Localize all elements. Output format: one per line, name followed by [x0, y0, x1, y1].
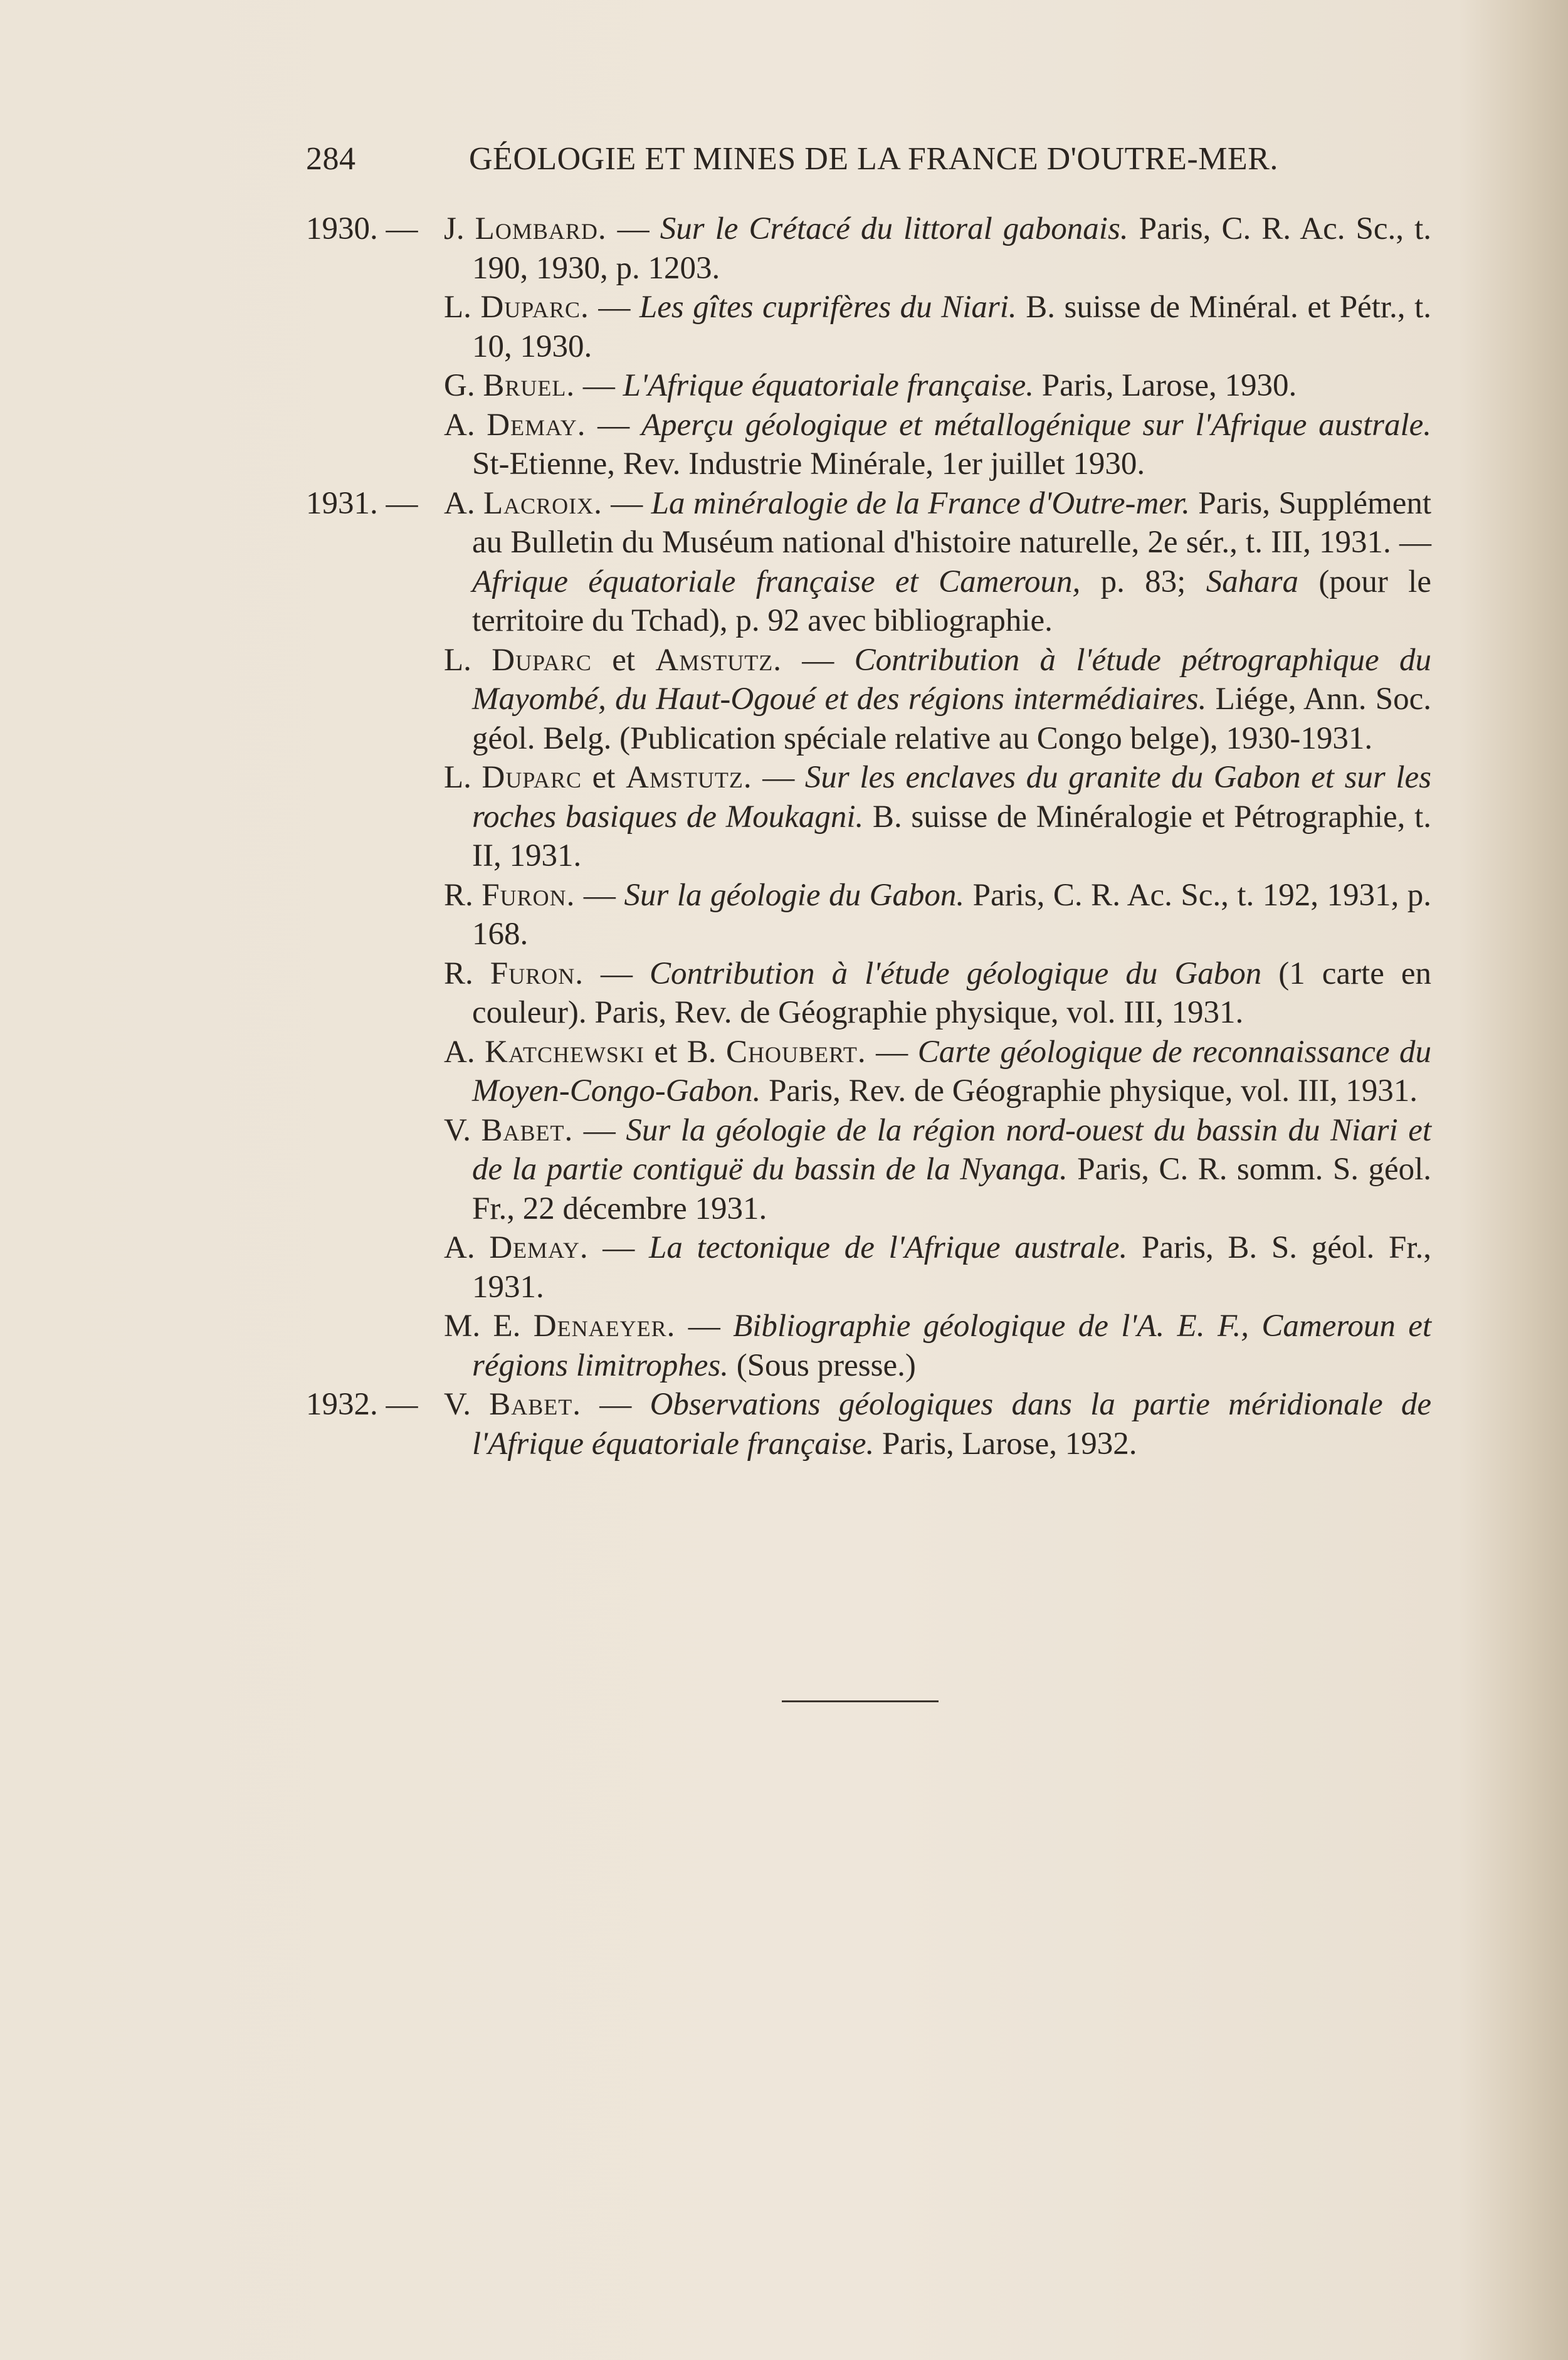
bibliography-entry: L. Duparc et Amstutz. — Sur les enclaves du granite du Gabon et sur les roches basiques de Moukagni. B. suisse de Minéralogie et Pétrographie, t. II, 1931.: [444, 760, 1432, 873]
entry-author: Babet.: [489, 1387, 582, 1422]
entry-author: Duparc: [492, 642, 592, 678]
bibliography-entry: G. Bruel. — L'Afrique équatoriale française. Paris, Larose, 1930.: [444, 368, 1297, 403]
bibliography-entry: R. Furon. — Sur la géologie du Gabon. Paris, C. R. Ac. Sc., t. 192, 1931, p. 168.: [444, 877, 1432, 952]
entry-author: Demay.: [487, 407, 586, 443]
entry-title: Carte géologique de reconnaissance du Moyen-Congo-Gabon.: [472, 1034, 1432, 1109]
entry-reference: Paris, Larose, 1930.: [1034, 368, 1297, 403]
entry-author: Duparc.: [480, 290, 589, 325]
entry-year: 1930. —: [306, 211, 418, 246]
bibliography-entry: 1930. — J. Lombard. — Sur le Crétacé du littoral gabonais. Paris, C. R. Ac. Sc., t. 190, 1930, p. 1203.: [306, 209, 1431, 288]
entry-title: Sur le Crétacé du littoral gabonais.: [660, 211, 1129, 246]
entry-title: La minéralogie de la France d'Outre-mer.: [651, 485, 1190, 521]
entry-title: Observations géologiques dans la partie méridionale de l'Afrique équatoriale française.: [472, 1387, 1432, 1462]
entry-author: Denaeyer.: [533, 1309, 676, 1344]
entry-title: Contribution à l'étude pétrographique du Mayombé, du Haut-Ogoué et des régions intermédiaires.: [472, 642, 1432, 717]
entry-reference: Paris, Larose, 1932.: [874, 1426, 1137, 1462]
bibliography-entry: R. Furon. — Contribution à l'étude géologique du Gabon (1 carte en couleur). Paris, Rev. de Géographie physique, vol. III, 1931.: [444, 956, 1432, 1030]
running-header: [306, 140, 1284, 177]
entry-reference: B. suisse de Minéralogie et Pétrographie, t. II, 1931.: [472, 799, 1431, 873]
bibliography-entry: A. Katchewski et B. Choubert. — Carte géologique de reconnaissance du Moyen-Congo-Gabon. Paris, Rev. de Géographie physique, vol. III, 1931.: [444, 1034, 1432, 1109]
bibliography-entry: M. E. Denaeyer. — Bibliographie géologique de l'A. E. F., Cameroun et régions limitrophes. (Sous presse.): [444, 1309, 1432, 1383]
entry-title: Sur la géologie de la région nord-ouest du bassin du Niari et de la partie contiguë du bassin de la Nyanga.: [472, 1112, 1432, 1187]
entry-title: L'Afrique équatoriale française.: [623, 368, 1034, 403]
entry-title: Contribution à l'étude géologique du Gabon: [650, 956, 1262, 991]
page-number: 284: [306, 141, 356, 177]
entry-author: Lombard.: [475, 211, 607, 246]
bibliography-list: [306, 209, 1431, 1463]
bibliography-entry: A. Demay. — Aperçu géologique et métallogénique sur l'Afrique australe. St-Etienne, Rev. Industrie Minérale, 1er juillet 1930.: [444, 407, 1432, 482]
entry-author: Bruel.: [483, 368, 576, 403]
entry-title: Sur la géologie du Gabon.: [624, 877, 965, 913]
bibliography-entry: 1931. — A. Lacroix. — La minéralogie de la France d'Outre-mer. Paris, Supplément au Bulletin du Muséum national d'histoire naturelle, 2e sér., t. III, 1931. — Afrique équatoriale française et Cameroun, p. 83; Sahara (pour le territoire du Tchad), p. 92 avec bibliographie.: [306, 484, 1431, 641]
bibliography-entry: L. Duparc. — Les gîtes cuprifères du Niari. B. suisse de Minéral. et Pétr., t. 10, 1930.: [444, 290, 1432, 364]
entry-reference: Paris, Rev. de Géographie physique, vol. III, 1931.: [760, 1073, 1418, 1109]
entry-author: Choubert.: [726, 1034, 866, 1070]
bibliography-entry: A. Demay. — La tectonique de l'Afrique australe. Paris, B. S. géol. Fr., 1931.: [444, 1230, 1432, 1305]
bibliography-entry: L. Duparc et Amstutz. — Contribution à l'étude pétrographique du Mayombé, du Haut-Ogoué et des régions intermédiaires. Liége, Ann. Soc. géol. Belg. (Publication spéciale relative au Congo belge), 1930-1931.: [444, 642, 1432, 756]
entry-author: Lacroix.: [483, 485, 602, 521]
entry-author: Amstutz.: [655, 642, 782, 678]
entry-title: Sahara: [1206, 564, 1299, 599]
entry-reference: Liége, Ann. Soc. géol. Belg. (Publication spéciale relative au Congo belge), 1930-1931.: [472, 682, 1431, 756]
entry-reference: (pour le territoire du Tchad), p. 92 avec bibliographie.: [472, 564, 1431, 638]
bibliography-entry: V. Babet. — Sur la géologie de la région nord-ouest du bassin du Niari et de la partie contiguë du bassin de la Nyanga. Paris, C. R. somm. S. géol. Fr., 22 décembre 1931.: [444, 1112, 1432, 1226]
entry-title: Les gîtes cuprifères du Niari.: [639, 290, 1017, 325]
entry-reference: (Sous presse.): [728, 1347, 916, 1383]
entry-reference: St-Etienne, Rev. Industrie Minérale, 1er juillet 1930.: [472, 446, 1145, 482]
entry-reference: (1 carte en couleur). Paris, Rev. de Géographie physique, vol. III, 1931.: [472, 956, 1432, 1030]
entry-author: Demay.: [489, 1230, 589, 1265]
entry-reference: Paris, C. R. Ac. Sc., t. 192, 1931, p. 168.: [472, 877, 1432, 952]
entry-title: Afrique équatoriale française et Cameroun,: [472, 564, 1081, 599]
bibliography-entry: 1932. — V. Babet. — Observations géologiques dans la partie méridionale de l'Afrique équatoriale française. Paris, Larose, 1932.: [306, 1385, 1431, 1463]
entry-year: 1932. —: [306, 1387, 418, 1422]
entry-reference: p. 83;: [1080, 564, 1206, 599]
entry-author: Babet.: [481, 1112, 574, 1148]
running-title: GÉOLOGIE ET MINES DE LA FRANCE D'OUTRE-MER.: [469, 141, 1278, 177]
entry-year: 1931. —: [306, 485, 418, 521]
entry-reference: Paris, B. S. géol. Fr., 1931.: [472, 1230, 1432, 1305]
entry-author: Amstutz.: [626, 760, 752, 795]
entry-author: Katchewski: [485, 1034, 645, 1070]
entry-title: Sur les enclaves du granite du Gabon et sur les roches basiques de Moukagni.: [472, 760, 1432, 835]
entry-title: La tectonique de l'Afrique australe.: [649, 1230, 1128, 1265]
entry-author: Duparc: [481, 760, 582, 795]
entry-reference: Paris, C. R. somm. S. géol. Fr., 22 décembre 1931.: [472, 1152, 1432, 1226]
entry-author: Furon.: [481, 877, 576, 913]
entry-title: Bibliographie géologique de l'A. E. F., Cameroun et régions limitrophes.: [472, 1309, 1432, 1383]
entry-author: Furon.: [490, 956, 584, 991]
entry-reference: Paris, C. R. Ac. Sc., t. 190, 1930, p. 1203.: [472, 211, 1432, 286]
end-rule: [782, 1700, 939, 1702]
entry-reference: Paris, Supplément au Bulletin du Muséum national d'histoire naturelle, 2e sér., t. III, 1931. —: [472, 485, 1432, 560]
entry-reference: B. suisse de Minéral. et Pétr., t. 10, 1930.: [472, 290, 1432, 364]
entry-title: Aperçu géologique et métallogénique sur l'Afrique australe.: [641, 407, 1432, 443]
